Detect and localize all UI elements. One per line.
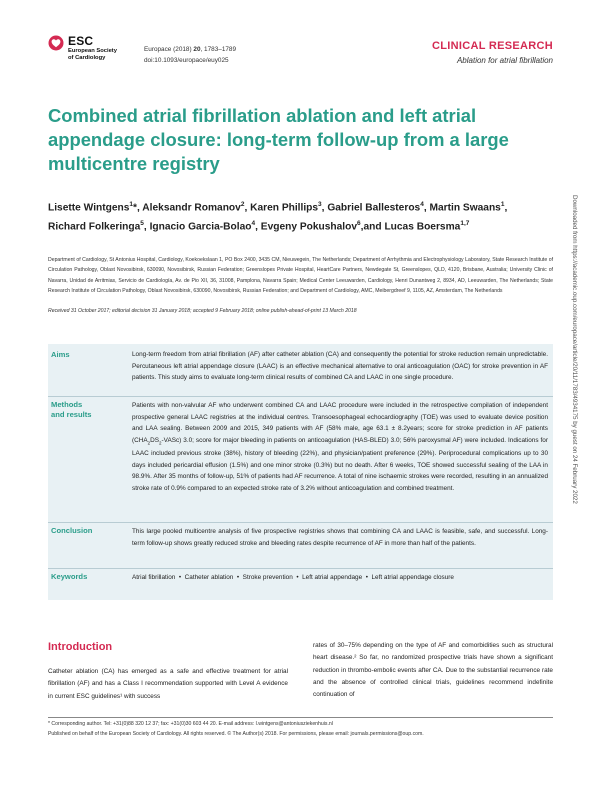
author-affiliation-marker: 6 — [357, 220, 361, 228]
download-watermark-text: Downloaded from https://academic.oup.com/europace/article/20/11/1783/4934175 by guest on 24 February 2022 — [571, 195, 578, 504]
conclusion-label: Conclusion — [51, 526, 93, 535]
keywords-label: Keywords — [51, 572, 88, 581]
corresponding-author-note: * Corresponding author. Tel: +31(0)88 320 12 37; fax: +31(0)30 603 44 20. E-mail address: l.wintgens@antoniusziekenhuis.nl — [48, 721, 333, 727]
author-separator: *, — [133, 202, 143, 214]
methods-text-part3: -VASc) 3.0; score for major bleeding in patients on anticoagulation (HAS-BLED) 3.0; 56% paroxysmal AF) were included. Indications for LAAC included previous stroke (38%), history of bleeding (22%), and physician/patient preference (29%). Periprocedural complications up to 30 days included pericardial effusion (1.5%) and one minor stroke (0.3%) but no death. After 6 weeks, TOE showed successful sealing of the LAA in 98.9%. After 35 months of follow-up, 51% of patients had AF recurrence. A total of nine ischaemic strokes were recorded, resulting in an annualized stroke rate of 0.9% compared to an expected stroke rate of 3.2% without anticoagulation and combined treatment. — [132, 436, 548, 492]
abstract-conclusion-row — [48, 522, 553, 568]
author-separator: , — [255, 221, 261, 233]
author-name: Gabriel Ballesteros — [327, 202, 421, 214]
author-affiliation-marker: 2 — [240, 201, 245, 208]
download-watermark — [568, 195, 578, 599]
author-affiliation-marker: 4 — [420, 201, 424, 208]
author-name: Aleksandr Romanov — [142, 202, 241, 214]
abstract-methods-row — [48, 396, 553, 522]
intro-column-1: Catheter ablation (CA) has emerged as a safe and effective treatment for atrial fibrillation (AF) and has a Class I recommendation supported with Level A evidence in current ESC guidelines¹ with success — [48, 668, 288, 700]
author-affiliation-marker: 3 — [318, 201, 322, 208]
structured-abstract — [48, 344, 553, 600]
doi-link[interactable]: doi:10.1093/europace/euy025 — [144, 57, 229, 64]
author-separator: , — [244, 202, 251, 214]
author-affiliation-marker: 1,7 — [460, 220, 470, 228]
abstract-keywords-row — [48, 568, 553, 600]
intro-column-2: rates of 30–75% depending on the type of AF and comorbidities such as structural heart disease.² So far, no randomized prospective trials have shown a significant reduction in thrombo-embolic events after CA. Due to the substantial recurrence rate and the absence of controlled clinical trials, guidelines recommend indefinite continuation of — [313, 642, 553, 699]
author-name: Richard Folkeringa — [48, 221, 141, 233]
author-list — [48, 197, 548, 236]
keywords-text: Atrial fibrillation • Catheter ablation • Stroke prevention • Left atrial appendage • Left atrial appendage closure — [132, 574, 454, 581]
methods-label — [51, 400, 92, 420]
citation — [144, 44, 236, 66]
journal-volume: 20 — [193, 46, 201, 53]
affiliations: Department of Cardiology, St Antonius Hospital, Cardiology, Koekoekslaan 1, PO Box 2400, 3435 CM, Nieuwegein, The Netherlands; Department of Arrhythmia and Electrophysiology Laboratory, State Research Institute of Circulation Pathology, Oblast Novosibirsk, 630090, Novosibirsk, Russian Federation; Greenslopes Private Hospital, HeartCare Partners, Newdegate St, Greenslopes, QLD, 4120, Brisbane, Australia; University Clinic of Navarra, Unidad de Arritmias, Servicio de Cardiología, Av. de Pio XII, 36, 31008, Pamplona, Navarra Spain; Medical Center Leeuwarden, Cardiology, Henri Dunantweg 2, 8934, AD, Leeuwarden, The Netherlands; State Research Institute of Circulation Pathology, Oblast Novosibirsk, 630090, Novosibirsk, Russian Federation; and Department of Cardiology, AMC, Meibergdreef 9, 1105, AZ, Amsterdam, The Netherlands — [48, 257, 553, 295]
heart-logo-icon — [48, 35, 64, 51]
subsection-label: Ablation for atrial fibrillation — [456, 56, 553, 65]
author-separator: , — [143, 221, 150, 233]
author-separator: , — [423, 202, 430, 214]
methods-text-part1: Patients with non-valvular AF who underwent combined CA and LAAC procedure were included in the retrospective compilation of independent prospective general LAAC registries at the individual centres. Transoesophageal echocardiography (TOE) was used to evaluate device position and LAA sealing. Between 2009 and 2015, 349 patients with AF (58% male, age 63.1 ± 8.2years; score for stroke prediction in AF patients (CHA — [132, 402, 548, 444]
article-title: Combined atrial fibrillation ablation and left atrial appendage closure: long-term follow-up from a large multicentre registry — [48, 105, 509, 174]
author-name: Karen Phillips — [250, 202, 319, 214]
methods-label-line2: and results — [51, 410, 92, 419]
author-separator: , — [321, 202, 328, 214]
author-name: Ignacio Garcia-Bolao — [149, 221, 252, 233]
author-name: Lisette Wintgens — [48, 202, 130, 214]
logo-main-text: ESC — [68, 34, 94, 48]
esc-logo[interactable] — [48, 34, 140, 70]
abstract-aims-row — [48, 344, 553, 396]
author-separator: , — [360, 221, 364, 233]
author-affiliation-marker: 1 — [129, 201, 134, 208]
methods-sub1: 2 — [147, 439, 151, 445]
author-affiliation-marker: 5 — [140, 220, 144, 228]
author-name: Martin Swaans — [429, 202, 501, 214]
journal-header — [48, 32, 553, 72]
methods-label-line1: Methods — [51, 400, 83, 409]
introduction-heading: Introduction — [48, 641, 113, 653]
footer-divider — [48, 717, 553, 718]
section-label: CLINICAL RESEARCH — [431, 40, 553, 52]
logo-society-line1: European Society — [68, 48, 117, 54]
methods-sub2: 2 — [159, 439, 162, 445]
aims-label: Aims — [51, 350, 70, 359]
received-dates: Received 31 October 2017; editorial decision 31 January 2018; accepted 9 February 2018; online publish-ahead-of-print 13 March 2018 — [48, 308, 357, 314]
methods-results-text — [132, 400, 548, 494]
author-affiliation-marker: 4 — [251, 220, 256, 228]
author-separator: , — [504, 202, 508, 214]
author-name: and Lucas Boersma — [363, 221, 461, 233]
aims-text: Long-term freedom from atrial fibrillation (AF) after catheter ablation (CA) and consequently the potential for stroke reduction remain unpredictable. Percutaneous left atrial appendage closure (LAAC) is an effective mechanical alternative to oral anticoagulation (OAC) for stroke prevention in AF patients. This study aims to evaluate long-term clinical results of combined CA and LAAC in one single procedure. — [132, 351, 548, 381]
author-name: Evgeny Pokushalov — [260, 221, 358, 233]
logo-society-line2: of Cardiology — [68, 54, 106, 61]
author-affiliation-marker: 1 — [500, 201, 505, 208]
journal-name: Europace (2018) — [144, 46, 192, 53]
methods-text-part2: DS — [150, 436, 160, 444]
logo-society-text — [68, 48, 117, 61]
conclusion-text: This large pooled multicentre analysis of five prospective registries shows that combining CA and LAAC is feasible, safe, and successful. Long-term follow-up shows greatly reduced stroke and bleeding rates despite recurrence of AF in more than half of the patients. — [132, 528, 548, 547]
journal-pages: , 1783–1789 — [200, 46, 237, 53]
publisher-note: Published on behalf of the European Society of Cardiology. All rights reserved. © The Author(s) 2018. For permissions, please email: journals.permissions@oup.com. — [48, 731, 424, 737]
